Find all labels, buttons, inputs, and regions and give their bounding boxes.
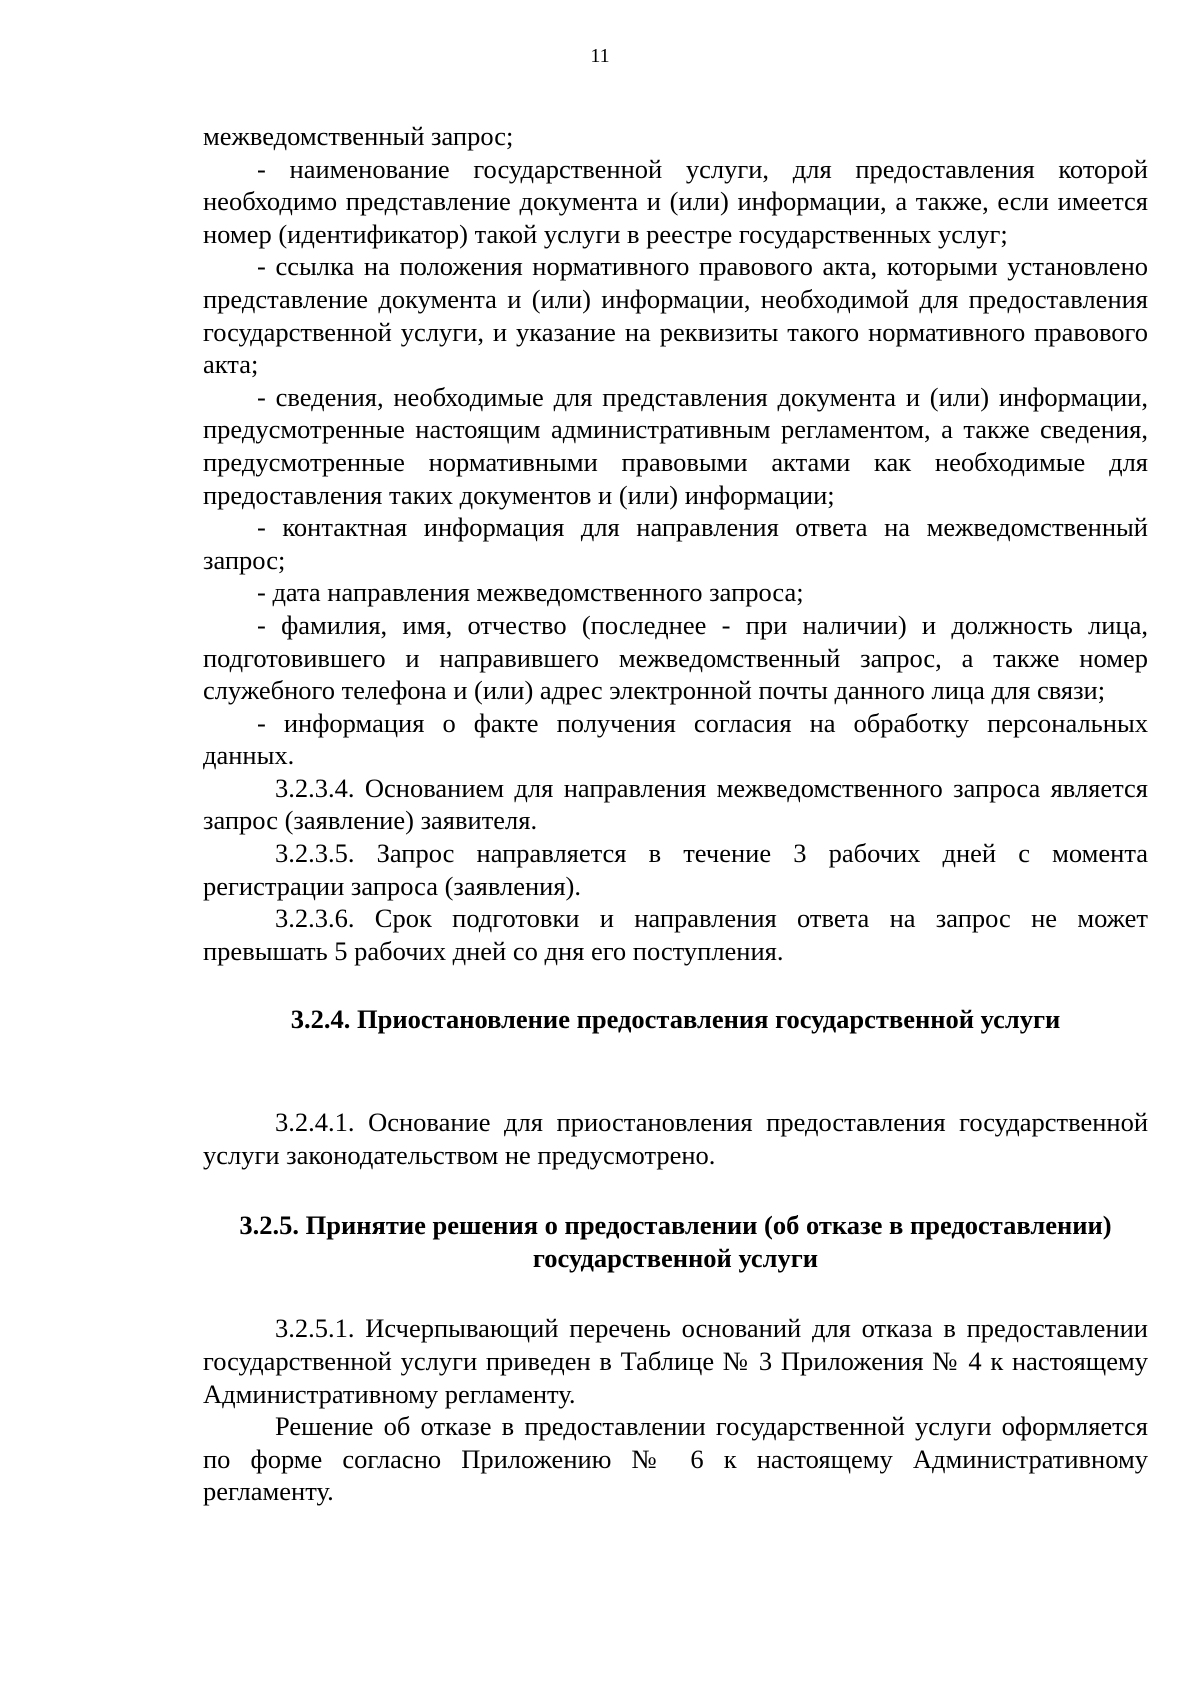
list-item-legal-reference: - ссылка на положения нормативного правового акта, которыми установлено представление документа и (или) информации, необходимой для предоставления государственной услуги, и указание на реквизиты такого нормативного правового акта; (203, 251, 1148, 380)
list-item-contact-info: - контактная информация для направления ответа на межведомственный запрос; (203, 512, 1148, 575)
paragraph-continuation: межведомственный запрос; (203, 121, 514, 151)
list-item-service-name: - наименование государственной услуги, для предоставления которой необходимо представление документа и (или) информации, а также, если имеется номер (идентификатор) такой услуги в реестре государственных услуг; (203, 153, 1148, 249)
spacer (203, 1036, 1148, 1106)
document-body (203, 120, 1148, 1508)
clause-3-2-3-4: 3.2.3.4. Основанием для направления межведомственного запроса является запрос (заявление) заявителя. (203, 772, 1148, 836)
section-heading-3-2-4: 3.2.4. Приостановление предоставления государственной услуги (290, 1004, 1061, 1035)
page-number: 11 (590, 45, 610, 67)
paragraph-refusal-decision: Решение об отказе в предоставлении государственной услуги оформляется по форме согласно Приложению № 6 к настоящему Административному регламенту. (203, 1411, 1148, 1507)
section-heading-3-2-5: 3.2.5. Принятие решения о предоставлении (об отказе в предоставлении) государственной услуги (239, 1210, 1112, 1273)
spacer (203, 1274, 1148, 1312)
spacer (203, 967, 1148, 1003)
list-item-request-date: - дата направления межведомственного запроса; (257, 577, 804, 608)
clause-3-2-3-5: 3.2.3.5. Запрос направляется в течение 3 рабочих дней с момента регистрации запроса (заявления). (203, 838, 1148, 901)
clause-3-2-5-1: 3.2.5.1. Исчерпывающий перечень оснований для отказа в предоставлении государственной услуги приведен в Таблице № 3 Приложения № 4 к настоящему Административному регламенту. (203, 1313, 1148, 1409)
clause-3-2-3-6: 3.2.3.6. Срок подготовки и направления ответа на запрос не может превышать 5 рабочих дней со дня его поступления. (203, 903, 1148, 966)
list-item-responsible-person: - фамилия, имя, отчество (последнее - при наличии) и должность лица, подготовившего и направившего межведомственный запрос, а также номер служебного телефона и (или) адрес электронной почты данного лица для связи; (203, 609, 1148, 706)
list-item-consent-info: - информация о факте получения согласия на обработку персональных данных. (203, 707, 1148, 771)
list-item-required-info: - сведения, необходимые для представления документа и (или) информации, предусмотренные настоящим административным регламентом, а также сведения, предусмотренные нормативными правовыми актами как необходимые для предоставления таких документов и (или) информации; (203, 381, 1148, 510)
spacer (203, 1171, 1148, 1209)
clause-3-2-4-1: 3.2.4.1. Основание для приостановления предоставления государственной услуги законодательством не предусмотрено. (203, 1107, 1148, 1170)
